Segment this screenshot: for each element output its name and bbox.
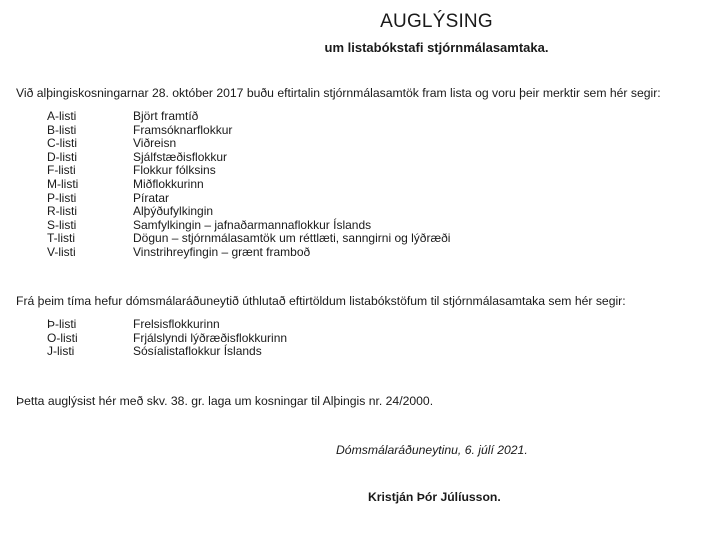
- list-code: M-listi: [47, 176, 79, 191]
- list-item: [47, 205, 450, 219]
- list-code: T-listi: [47, 231, 75, 246]
- list-2017: [47, 110, 450, 260]
- list-code: D-listi: [47, 149, 77, 164]
- party-name: Flokkur fólksins: [133, 163, 216, 178]
- list-item: [47, 219, 450, 233]
- party-name: Vinstrihreyfingin – grænt framboð: [133, 244, 311, 259]
- list-code: V-listi: [47, 244, 76, 259]
- list-item: [47, 345, 287, 359]
- dateline: Dómsmálaráðuneytinu, 6. júlí 2021.: [336, 443, 528, 457]
- allocation-paragraph: Frá þeim tíma hefur dómsmálaráðuneytið úthlutað eftirtöldum listabókstöfum til stjórnmálasamtaka sem hér segir:: [16, 294, 626, 308]
- party-name: Björt framtíð: [133, 109, 199, 123]
- list-item: [47, 137, 450, 151]
- list-code: Þ-listi: [47, 317, 77, 331]
- party-name: Samfylkingin – jafnaðarmannaflokkur Íslands: [133, 217, 372, 232]
- party-name: Píratar: [133, 190, 170, 205]
- list-item: [47, 164, 450, 178]
- party-name: Miðflokkurinn: [133, 176, 204, 191]
- list-code: R-listi: [47, 204, 77, 219]
- list-item: [47, 178, 450, 192]
- list-code: F-listi: [47, 163, 76, 178]
- intro-paragraph: Við alþingiskosningarnar 28. október 2017 buðu eftirtalin stjórnmálasamtök fram lista og voru þeir merktir sem hér segir:: [16, 86, 661, 100]
- list-item: [47, 318, 287, 332]
- list-item: [47, 246, 450, 260]
- list-code: P-listi: [47, 190, 77, 205]
- list-item: [47, 151, 450, 165]
- list-code: J-listi: [47, 344, 75, 359]
- party-name: Dögun – stjórnmálasamtök um réttlæti, sanngirni og lýðræði: [133, 231, 451, 246]
- list-item: [47, 124, 450, 138]
- list-code: B-listi: [47, 122, 77, 137]
- list-code: S-listi: [47, 217, 77, 232]
- party-name: Frjálslyndi lýðræðisflokkurinn: [133, 330, 288, 345]
- party-name: Framsóknarflokkur: [133, 122, 233, 137]
- list-code: C-listi: [47, 136, 77, 151]
- party-name: Sjálfstæðisflokkur: [133, 149, 228, 164]
- signature: Kristján Þór Júlíusson.: [368, 490, 501, 504]
- document-subtitle: um listabókstafi stjórnmálasamtaka.: [324, 40, 549, 55]
- party-name: Sósíalistaflokkur Íslands: [133, 344, 262, 359]
- party-name: Viðreisn: [133, 136, 177, 151]
- party-name: Alþýðufylkingin: [133, 204, 214, 219]
- list-code: A-listi: [47, 109, 77, 123]
- list-item: [47, 192, 450, 206]
- list-item: [47, 232, 450, 246]
- closing-paragraph: Þetta auglýsist hér með skv. 38. gr. laga um kosningar til Alþingis nr. 24/2000.: [16, 394, 434, 408]
- list-item: [47, 110, 450, 124]
- list-code: O-listi: [47, 330, 78, 345]
- document-title: AUGLÝSING: [380, 11, 493, 32]
- list-allocated: [47, 318, 287, 359]
- party-name: Frelsisflokkurinn: [133, 317, 220, 331]
